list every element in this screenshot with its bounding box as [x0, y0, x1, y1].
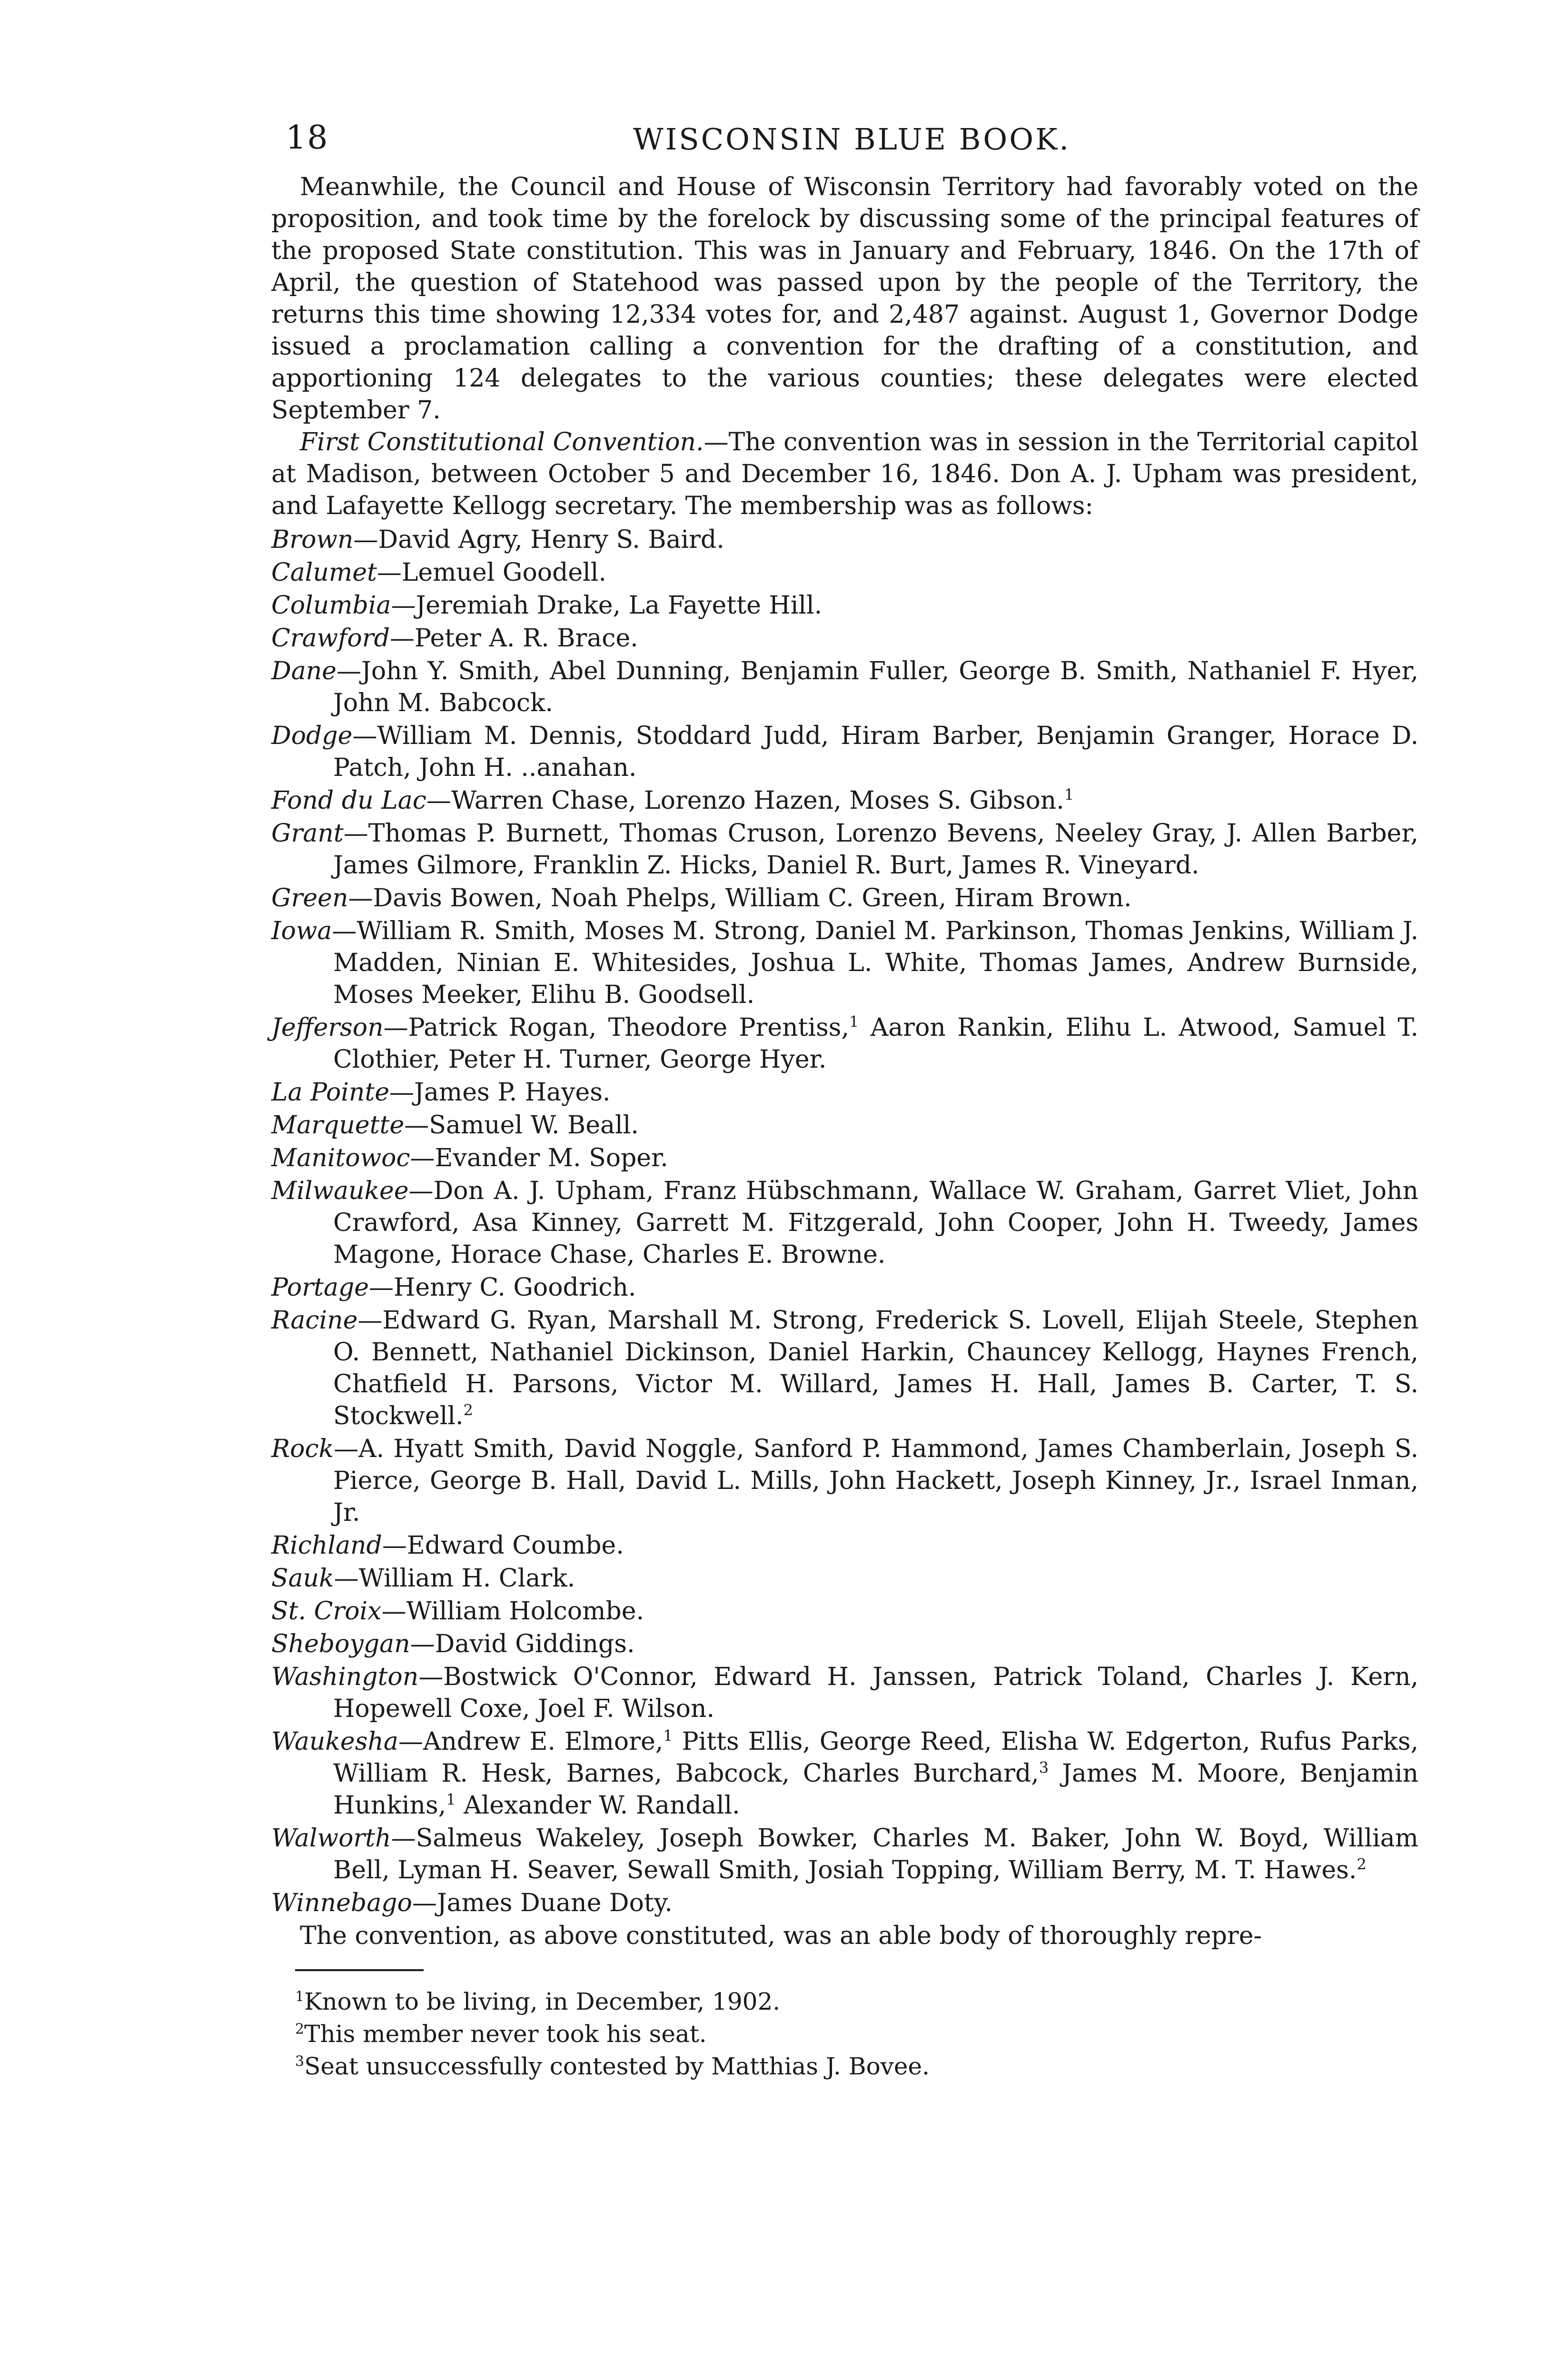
convention-paragraph [271, 426, 1418, 522]
county-name: Racine [271, 1306, 358, 1335]
footnote [271, 1985, 1418, 2018]
closing-paragraph: The convention, as above constituted, was an able body of thoroughly repre- [300, 1922, 1262, 1950]
delegate-names: —Bostwick O'Connor, Edward H. Janssen, Patrick Toland, Charles J. Kern, Hopewell Coxe, Joel F. Wilson. [333, 1663, 1418, 1723]
delegate-names: —Lemuel Goodell. [377, 558, 606, 587]
footnote-mark: 3 [295, 2053, 305, 2070]
county-name: Sauk [271, 1564, 334, 1593]
delegation-entry [271, 1175, 1418, 1271]
footnote-text: Known to be living, in December, 1902. [304, 1988, 781, 2015]
delegation-entry [271, 1530, 1418, 1562]
delegate-names: —William M. Dennis, Stoddard Judd, Hiram Barber, Benjamin Granger, Horace D. Patch, John H. ..anahan. [333, 722, 1418, 782]
county-name: Sheboygan [271, 1630, 410, 1658]
county-name: Jefferson [271, 1013, 384, 1042]
county-name: Dodge [271, 722, 353, 750]
body-text [271, 171, 1418, 1952]
delegate-names-cont: Pitts Ellis, George Reed, Elisha W. Edgerton, Rufus Parks, William R. Hesk, Barnes, Babcock, Charles Burchard, [333, 1727, 1419, 1788]
delegation-entry [271, 655, 1418, 719]
delegate-names: —Evander M. Soper. [410, 1144, 668, 1172]
delegate-names: —Davis Bowen, Noah Phelps, William C. Green, Hiram Brown. [348, 884, 1132, 912]
page-number: 18 [286, 119, 329, 157]
delegate-names: —Samuel W. Beall. [404, 1111, 639, 1140]
delegate-names: —William H. Clark. [334, 1564, 575, 1593]
delegation-entry [271, 883, 1418, 914]
running-title: WISCONSIN BLUE BOOK. [633, 122, 1071, 157]
footnote-text: Seat unsuccessfully contested by Matthias J. Bovee. [304, 2053, 930, 2080]
delegation-entry [271, 1596, 1418, 1627]
footnote [271, 2050, 1418, 2082]
delegate-names: —Thomas P. Burnett, Thomas Cruson, Lorenzo Bevens, Neeley Gray, J. Allen Barber, James Gilmore, Franklin Z. Hicks, Daniel R. Burt, James R. Vineyard. [333, 819, 1418, 880]
footnote-ref: 1 [663, 1726, 673, 1745]
delegation-entry [271, 720, 1418, 784]
footnotes [271, 1985, 1418, 2082]
delegate-names: —Patrick Rogan, Theodore Prentiss, [383, 1013, 850, 1042]
county-name: Richland [271, 1531, 382, 1560]
delegation-entry [271, 524, 1418, 556]
delegation-entry [271, 1563, 1418, 1595]
delegate-names: —Jeremiah Drake, La Fayette Hill. [391, 591, 823, 620]
delegate-names: —Don A. J. Upham, Franz Hübschmann, Wallace W. Graham, Garret Vliet, John Crawford, Asa Kinney, Garrett M. Fitzgerald, John Cooper, John H. Tweedy, James Magone, Horace Chase, Charles E. Browne. [333, 1177, 1418, 1269]
page-header [271, 119, 1418, 171]
delegation-entry [271, 1823, 1418, 1886]
delegate-names: —Salmeus Wakeley, Joseph Bowker, Charles M. Baker, John W. Boyd, William Bell, Lyman H. Seaver, Sewall Smith, Josiah Topping, William Berry, M. T. Hawes. [333, 1824, 1418, 1884]
delegation-entry [271, 1305, 1418, 1432]
book-page [271, 119, 1418, 2082]
delegate-names: —A. Hyatt Smith, David Noggle, Sanford P. Hammond, James Chamberlain, Joseph S. Pierce, George B. Hall, David L. Mills, John Hackett, Joseph Kinney, Jr., Israel Inman, Jr. [333, 1435, 1418, 1527]
delegate-names: —James P. Hayes. [389, 1078, 611, 1107]
county-name: Brown [271, 526, 354, 554]
county-name: Milwaukee [271, 1177, 409, 1205]
delegation-entry [271, 1887, 1418, 1919]
delegation-entry [271, 1012, 1418, 1076]
county-name: Iowa [271, 917, 332, 945]
convention-heading: First Constitutional Convention. [300, 428, 704, 456]
delegate-names: —Andrew E. Elmore, [398, 1727, 664, 1756]
county-name: Columbia [271, 591, 391, 620]
delegation-entry [271, 590, 1418, 622]
delegation-entry [271, 1142, 1418, 1174]
county-name: Rock [271, 1435, 334, 1463]
delegate-names: —William Holcombe. [381, 1597, 644, 1626]
footnote-ref: 2 [463, 1401, 473, 1419]
county-name: Fond du Lac [271, 786, 426, 815]
delegation-list [271, 524, 1418, 1919]
county-name: Washington [271, 1663, 419, 1691]
county-name: Crawford [271, 624, 390, 653]
delegation-entry [271, 915, 1418, 1011]
delegation-entry [271, 1433, 1418, 1529]
footnote-mark: 1 [295, 1988, 305, 2005]
delegate-names: —John Y. Smith, Abel Dunning, Benjamin Fuller, George B. Smith, Nathaniel F. Hyer, John M. Babcock. [333, 657, 1418, 717]
delegation-entry [271, 818, 1418, 882]
footnote-mark: 2 [295, 2021, 305, 2038]
county-name: St. Croix [271, 1597, 382, 1626]
delegation-entry [271, 557, 1418, 589]
county-name: La Pointe [271, 1078, 390, 1107]
delegation-entry [271, 785, 1418, 817]
delegate-names: —Henry C. Goodrich. [369, 1273, 636, 1302]
footnote-text: This member never took his seat. [304, 2020, 707, 2048]
convention-text: —The convention was in session in the Territorial capitol at Madison, between October 5 and December 16, 1846. Don A. J. Upham was president, and Lafayette Kellogg secretary. The membership was as follows: [271, 428, 1418, 520]
delegate-names-cont: Aaron Rankin, Elihu L. Atwood, Samuel T. Clothier, Peter H. Turner, George Hyer. [333, 1013, 1418, 1074]
delegate-names-cont: Alexander W. Randall. [456, 1791, 740, 1820]
county-name: Portage [271, 1273, 369, 1302]
county-name: Winnebago [271, 1889, 412, 1917]
delegate-names: —David Giddings. [410, 1630, 635, 1658]
county-name: Manitowoc [271, 1144, 410, 1172]
delegate-names: —Edward Coumbe. [382, 1531, 624, 1560]
footnote [271, 2018, 1418, 2050]
county-name: Dane [271, 657, 337, 685]
footnote-ref: 1 [446, 1790, 456, 1809]
county-name: Marquette [271, 1111, 405, 1140]
delegate-names: —Warren Chase, Lorenzo Hazen, Moses S. Gibson. [426, 786, 1064, 815]
footnote-ref: 2 [1357, 1855, 1367, 1874]
county-name: Calumet [271, 558, 377, 587]
delegation-entry [271, 1726, 1418, 1822]
delegate-names: —Peter A. R. Brace. [389, 624, 638, 653]
footnote-ref: 3 [1039, 1758, 1049, 1777]
delegation-entry [271, 1272, 1418, 1304]
county-name: Walworth [271, 1824, 391, 1853]
county-name: Grant [271, 819, 344, 848]
delegate-names-cont: James M. Moore, Benjamin Hunkins, [333, 1759, 1418, 1820]
footnote-ref: 1 [849, 1012, 859, 1031]
delegate-names: —James Duane Doty. [412, 1889, 673, 1917]
delegation-entry [271, 623, 1418, 654]
intro-paragraph: Meanwhile, the Council and House of Wisconsin Territory had favorably voted on the proposition, and took time by the forelock by discussing some of the principal features of the proposed State constitution. This was in January and February, 1846. On the 17th of April, the question of Statehood was passed upon by the people of the Territory, the returns this time showing 12,334 votes for, and 2,487 against. August 1, Governor Dodge issued a proclamation calling a convention for the drafting of a constitution, and apportioning 124 delegates to the various counties; these delegates were elected September 7. [271, 173, 1418, 425]
delegate-names: —Edward G. Ryan, Marshall M. Strong, Frederick S. Lovell, Elijah Steele, Stephen O. Bennett, Nathaniel Dickinson, Daniel Harkin, Chauncey Kellogg, Haynes French, Chatfield H. Parsons, Victor M. Willard, James H. Hall, James B. Carter, T. S. Stockwell. [333, 1306, 1418, 1430]
delegate-names: —William R. Smith, Moses M. Strong, Daniel M. Parkinson, Thomas Jenkins, William J. Madden, Ninian E. Whitesides, Joshua L. White, Thomas James, Andrew Burnside, Moses Meeker, Elihu B. Goodsell. [332, 917, 1418, 1009]
delegation-entry [271, 1077, 1418, 1109]
footnote-rule [295, 1969, 424, 1971]
delegation-entry [271, 1661, 1418, 1725]
delegation-entry [271, 1628, 1418, 1660]
delegation-entry [271, 1110, 1418, 1141]
delegate-names: —David Agry, Henry S. Baird. [353, 526, 724, 554]
county-name: Waukesha [271, 1727, 398, 1756]
county-name: Green [271, 884, 348, 912]
footnote-ref: 1 [1064, 785, 1074, 804]
